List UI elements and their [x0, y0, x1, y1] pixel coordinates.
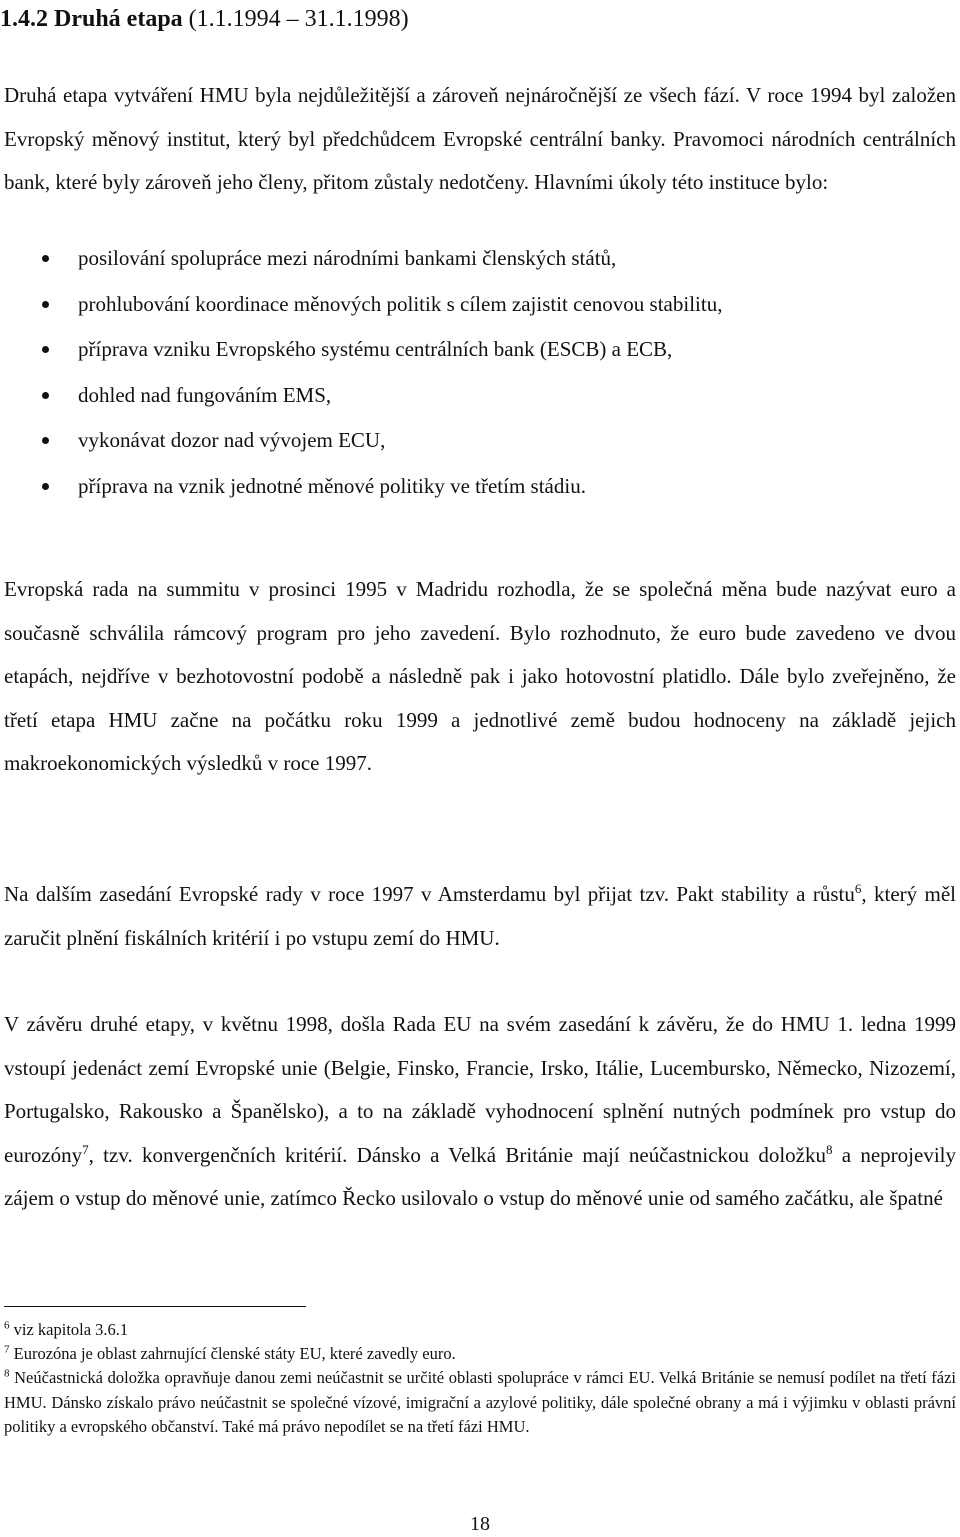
conclusion-text-3: a neprojevily zájem o vstup do měnové unie, zatímco Řecko usilovalo o vstup do měnové unie od samého začátku, ale špatné — [4, 1142, 956, 1210]
list-item — [0, 418, 722, 464]
footnote-ref: 8 — [825, 1141, 833, 1157]
footnote — [4, 1318, 956, 1342]
section-title: 1.4.2 Druhá etapa — [0, 6, 183, 32]
amsterdam-paragraph — [4, 873, 956, 960]
list-item — [0, 464, 722, 510]
footnote-number: 7 — [4, 1343, 10, 1356]
page-number: 18 — [470, 1513, 490, 1535]
bullet-icon — [42, 346, 49, 353]
task-text: posilování spolupráce mezi národními bankami členských států, — [78, 246, 617, 270]
amsterdam-text-start: Na dalším zasedání Evropské rady v roce 1997 v Amsterdamu byl přijat tzv. Pakt stability a růstu — [4, 882, 855, 906]
section-heading — [0, 2, 409, 36]
list-item — [0, 236, 722, 282]
footnotes — [4, 1318, 956, 1439]
conclusion-text-1: V závěru druhé etapy, v květnu 1998, došla Rada EU na svém zasedání k závěru, že do HMU 1. ledna 1999 vstoupí jedenáct zemí Evropské unie (Belgie, Finsko, Francie, Irsko, Itálie, Lucembursko, Německo, Nizozemí, Portugalsko, Rakousko a Španělsko), a to na základě vyhodnocení splnění nutných podmínek pro vstup do eurozóny — [4, 1012, 956, 1167]
task-text: vykonávat dozor nad vývojem ECU, — [78, 428, 386, 453]
footnote-text: Neúčastnická doložka opravňuje danou zemi neúčastnit se určité oblasti spolupráce v rámci EU. Velká Británie se nemusí podílet na třetí fázi HMU. Dánsko získalo právo neúčastnit se společné vízové, imigrační a azylové politiky, dále společné obrany a má i výjimku v oblasti právní politiky a evropského občanství. Také má právo nepodílet se na třetí fázi HMU. — [4, 1368, 957, 1436]
footnote-divider — [4, 1306, 306, 1307]
footnote-ref: 6 — [854, 881, 862, 896]
list-item — [0, 327, 722, 373]
footnote-number: 8 — [4, 1367, 10, 1380]
footnote-ref: 7 — [82, 1141, 89, 1157]
footnote — [4, 1342, 956, 1366]
bullet-icon — [42, 483, 49, 490]
list-item — [0, 282, 722, 328]
task-text: příprava na vznik jednotné měnové politiky ve třetím stádiu. — [78, 473, 586, 498]
bullet-icon — [42, 392, 49, 399]
footnote-number: 6 — [4, 1319, 10, 1332]
intro-paragraph: Druhá etapa vytváření HMU byla nejdůležitější a zároveň nejnáročnější ze všech fází. V roce 1994 byl založen Evropský měnový institut, který byl předchůdcem Evropské centrální banky. Pravomoci národních centrálních bank, které byly zároveň jeho členy, přitom zůstaly nedotčeny. Hlavními úkoly této instituce bylo: — [4, 83, 956, 194]
bullet-icon — [42, 437, 49, 444]
footnote — [4, 1366, 956, 1439]
bullet-icon — [42, 255, 49, 262]
section-period: (1.1.1994 – 31.1.1998) — [188, 6, 409, 32]
madrid-paragraph: Evropská rada na summitu v prosinci 1995 v Madridu rozhodla, že se společná měna bude nazývat euro a současně schválila rámcový program pro jeho zavedení. Bylo rozhodnuto, že euro bude zavedeno ve dvou etapách, nejdříve v bezhotovostní podobě a následně pak i jako hotovostní platidlo. Dále bylo zveřejněno, že třetí etapa HMU začne na počátku roku 1999 a jednotlivé země budou hodnoceny na základě jejich makroekonomických výsledků v roce 1997. — [4, 577, 956, 775]
footnote-text: Eurozóna je oblast zahrnující členské státy EU, které zavedly euro. — [13, 1344, 456, 1364]
conclusion-text-2: , tzv. konvergenčních kritérií. Dánsko a Velká Británie mají neúčastnickou doložku — [88, 1142, 826, 1167]
conclusion-paragraph — [4, 1003, 956, 1221]
task-text: dohled nad fungováním EMS, — [78, 382, 332, 407]
bullet-icon — [42, 301, 49, 308]
footnote-text: viz kapitola 3.6.1 — [13, 1320, 129, 1339]
list-item — [0, 373, 722, 419]
amsterdam-text-end: , který měl zaručit plnění fiskálních kritérií i po vstupu zemí do HMU. — [4, 882, 956, 950]
task-text: prohlubování koordinace měnových politik s cílem zajistit cenovou stabilitu, — [78, 291, 723, 316]
tasks-list — [0, 236, 722, 510]
task-text: příprava vzniku Evropského systému centrálních bank (ESCB) a ECB, — [78, 337, 673, 362]
